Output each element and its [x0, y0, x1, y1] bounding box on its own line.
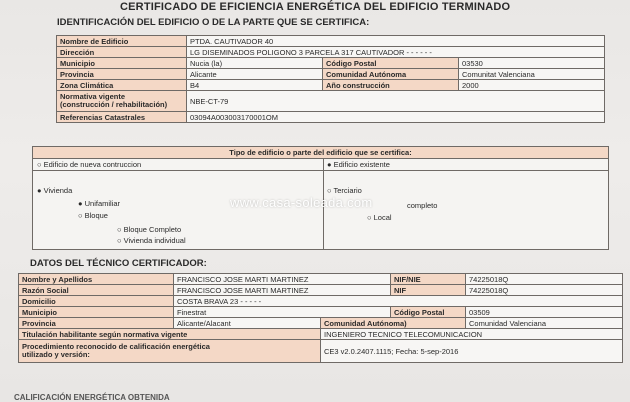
document-title: CERTIFICADO DE EFICIENCIA ENERGÉTICA DEL EDIFICIO TERMINADO	[120, 1, 511, 13]
next-section-heading-cut: CALIFICACIÓN ENERGÉTICA OBTENIDA	[14, 393, 170, 402]
radio-filled-icon: ●	[37, 186, 44, 195]
table-row	[57, 69, 605, 80]
radio-empty-icon: ○	[327, 186, 334, 195]
postal-code-value: 03530	[459, 58, 605, 69]
tech-province-label: Provincia	[19, 318, 174, 329]
qualification-label: Titulación habilitante según normativa vigente	[19, 329, 321, 340]
option-vivienda-individual: ○ Vivienda individual	[117, 236, 186, 245]
tech-province-value: Alicante/Alacant	[174, 318, 321, 329]
tech-municipality-label: Municipio	[19, 307, 174, 318]
cadastral-reference-value: 03094A003003170001OM	[187, 112, 605, 123]
building-name-label: Nombre de Edificio	[57, 36, 187, 47]
table-row	[19, 274, 623, 285]
option-local: ○ Local	[367, 213, 392, 222]
tech-name-value: FRANCISCO JOSE MARTI MARTINEZ	[174, 274, 391, 285]
construction-year-label: Año construcción	[323, 80, 459, 91]
technician-table	[18, 273, 623, 363]
regulation-value: NBE-CT-79	[187, 91, 605, 112]
procedure-label-line1: Procedimiento reconocido de calificación energética	[22, 342, 210, 351]
option-terciario: ○ Terciario	[327, 186, 362, 195]
procedure-label	[19, 340, 321, 363]
municipality-label: Municipio	[57, 58, 187, 69]
province-value: Alicante	[187, 69, 323, 80]
construction-year-value: 2000	[459, 80, 605, 91]
tech-community-value: Comunidad Valenciana	[466, 318, 623, 329]
radio-empty-icon: ○	[117, 236, 124, 245]
radio-empty-icon: ○	[78, 211, 85, 220]
address-value: LG DISEMINADOS POLIGONO 3 PARCELA 317 CAUTIVADOR - - - - - -	[187, 47, 605, 58]
tech-nifnie-label: NIF/NIE	[391, 274, 466, 285]
radio-empty-icon: ○	[367, 213, 374, 222]
table-row	[57, 36, 605, 47]
autonomous-community-label: Comunidad Autónoma	[323, 69, 459, 80]
procedure-value: CE3 v2.0.2407.1115; Fecha: 5-sep-2016	[321, 340, 623, 363]
table-row	[19, 285, 623, 296]
table-row	[57, 58, 605, 69]
table-row	[19, 296, 623, 307]
table-row	[19, 307, 623, 318]
postal-code-label: Código Postal	[323, 58, 459, 69]
option-edificio-completo: completo	[407, 201, 438, 210]
building-type-heading: Tipo de edificio o parte del edificio que se certifica:	[33, 147, 608, 159]
table-row	[19, 318, 623, 329]
climate-zone-label: Zona Climática	[57, 80, 187, 91]
tech-municipality-value: Finestrat	[174, 307, 391, 318]
qualification-value: INGENIERO TECNICO TELECOMUNICACION	[321, 329, 623, 340]
option-vivienda: ● Vivienda	[37, 186, 73, 195]
regulation-label	[57, 91, 187, 112]
company-name-value: FRANCISCO JOSE MARTI MARTINEZ	[174, 285, 391, 296]
option-new-building: ○ Edificio de nueva contruccion	[37, 160, 142, 169]
radio-empty-icon: ○	[117, 225, 124, 234]
table-row	[19, 329, 623, 340]
table-row	[19, 340, 623, 363]
identification-heading: IDENTIFICACIÓN DEL EDIFICIO O DE LA PARTE QUE SE CERTIFICA:	[57, 17, 370, 28]
tech-postal-code-value: 03509	[466, 307, 623, 318]
regulation-label-line1: Normativa vigente	[60, 92, 126, 101]
procedure-label-line2: utilizado y versión:	[22, 350, 90, 359]
table-row	[57, 112, 605, 123]
option-bloque: ○ Bloque	[78, 211, 108, 220]
company-name-label: Razón Social	[19, 285, 174, 296]
radio-filled-icon: ●	[327, 160, 334, 169]
radio-filled-icon: ●	[78, 199, 85, 208]
technician-heading: DATOS DEL TÉCNICO CERTIFICADOR:	[30, 258, 207, 269]
option-existing-building: ● Edificio existente	[327, 160, 390, 169]
municipality-value: Nucia (la)	[187, 58, 323, 69]
domicile-value: COSTA BRAVA 23 - - - - -	[174, 296, 623, 307]
cadastral-reference-label: Referencias Catastrales	[57, 112, 187, 123]
table-row	[57, 80, 605, 91]
building-identification-table	[56, 35, 605, 123]
building-name-value: PTDA. CAUTIVADOR 40	[187, 36, 605, 47]
radio-empty-icon: ○	[37, 160, 44, 169]
tech-nifnie-value: 74225018Q	[466, 274, 623, 285]
domicile-label: Domicilio	[19, 296, 174, 307]
table-row	[57, 47, 605, 58]
tech-community-label: Comunidad Autónoma)	[321, 318, 466, 329]
tech-nif-label: NIF	[391, 285, 466, 296]
watermark: www.casa-soleada.com	[230, 195, 373, 210]
regulation-label-line2: (construcción / rehabilitación)	[60, 100, 168, 109]
option-unifamiliar: ● Unifamiliar	[78, 199, 121, 208]
tech-nif-value: 74225018Q	[466, 285, 623, 296]
tech-name-label: Nombre y Apellidos	[19, 274, 174, 285]
tech-postal-code-label: Código Postal	[391, 307, 466, 318]
table-row	[57, 91, 605, 112]
province-label: Provincia	[57, 69, 187, 80]
climate-zone-value: B4	[187, 80, 323, 91]
option-bloque-completo: ○ Bloque Completo	[117, 225, 182, 234]
address-label: Dirección	[57, 47, 187, 58]
autonomous-community-value: Comunitat Valenciana	[459, 69, 605, 80]
